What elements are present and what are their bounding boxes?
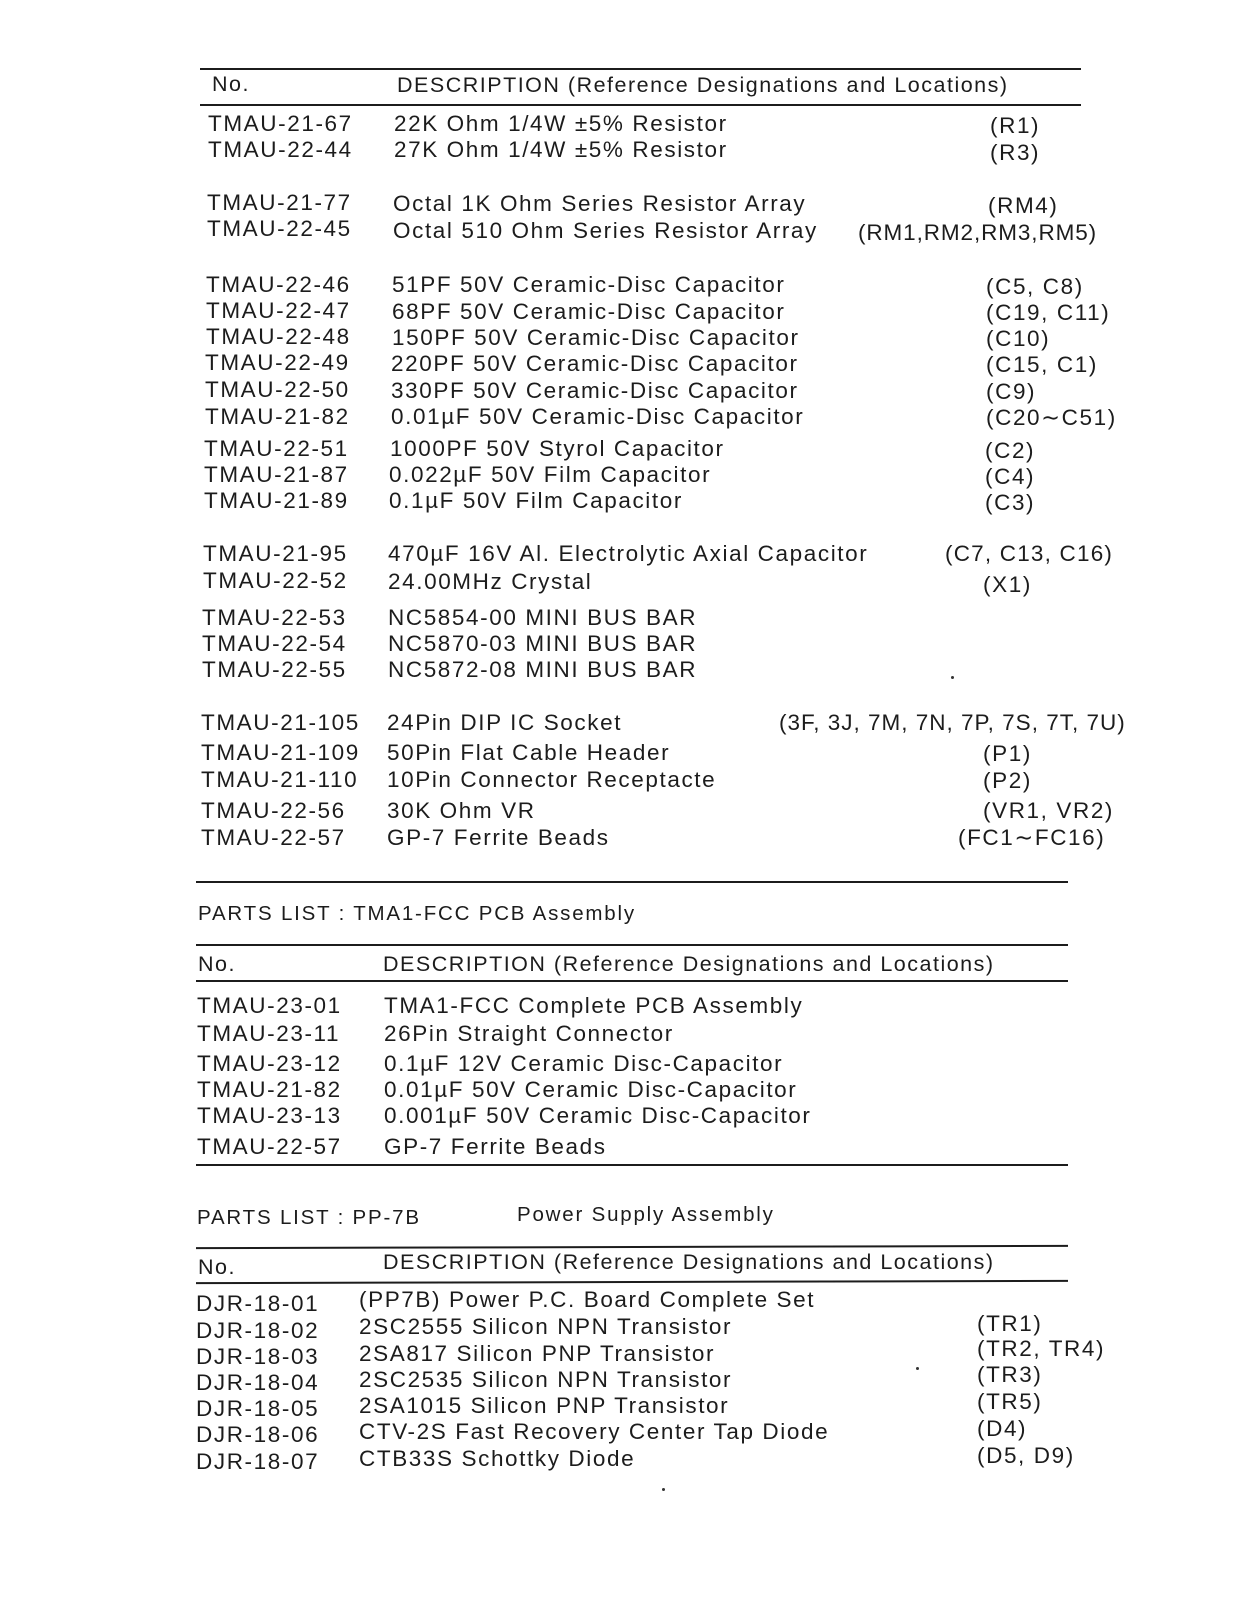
part-number: DJR-18-01 bbox=[196, 1291, 320, 1316]
scan-speck bbox=[662, 1488, 665, 1491]
part-description: NC5854-00 MINI BUS BAR bbox=[388, 605, 698, 630]
part-number: TMAU-23-01 bbox=[197, 993, 342, 1018]
part-number: DJR-18-05 bbox=[196, 1396, 320, 1421]
part-number: TMAU-22-44 bbox=[208, 137, 353, 162]
part-description: CTV-2S Fast Recovery Center Tap Diode bbox=[359, 1419, 830, 1444]
part-reference: (TR2, TR4) bbox=[977, 1336, 1106, 1361]
part-description: 2SA1015 Silicon PNP Transistor bbox=[359, 1393, 730, 1418]
part-description: 2SC2555 Silicon NPN Transistor bbox=[359, 1314, 733, 1339]
part-number: TMAU-21-105 bbox=[201, 710, 360, 735]
part-description: 27K Ohm 1/4W ±5% Resistor bbox=[394, 137, 728, 162]
part-number: TMAU-22-57 bbox=[201, 825, 346, 850]
part-description: 2SC2535 Silicon NPN Transistor bbox=[359, 1367, 733, 1392]
part-reference: (C15, C1) bbox=[986, 352, 1098, 377]
part-description: 0.01µF 50V Ceramic-Disc Capacitor bbox=[391, 404, 805, 429]
section1-header-rule bbox=[200, 104, 1081, 106]
part-description: 0.022µF 50V Film Capacitor bbox=[389, 462, 712, 487]
part-number: TMAU-22-52 bbox=[203, 568, 348, 593]
part-number: DJR-18-06 bbox=[196, 1422, 320, 1447]
part-number: TMAU-22-50 bbox=[205, 377, 350, 402]
part-description: 10Pin Connector Receptacte bbox=[387, 767, 717, 792]
part-reference: (C4) bbox=[985, 464, 1036, 489]
part-reference: (TR3) bbox=[977, 1362, 1043, 1387]
section1-bottom-rule bbox=[196, 881, 1068, 883]
part-description: 24.00MHz Crystal bbox=[388, 569, 593, 594]
part-description: 0.001µF 50V Ceramic Disc-Capacitor bbox=[384, 1103, 812, 1128]
part-number: TMAU-21-109 bbox=[201, 740, 360, 765]
part-number: TMAU-21-89 bbox=[204, 488, 349, 513]
part-number: TMAU-22-48 bbox=[206, 324, 351, 349]
part-reference: (C20∼C51) bbox=[986, 405, 1117, 430]
part-reference: (TR5) bbox=[977, 1389, 1043, 1414]
part-number: TMAU-21-87 bbox=[204, 462, 349, 487]
part-description: 0.1µF 50V Film Capacitor bbox=[389, 488, 683, 513]
part-reference: (VR1, VR2) bbox=[983, 798, 1115, 823]
part-reference: (C19, C11) bbox=[986, 300, 1111, 325]
part-number: TMAU-21-82 bbox=[205, 404, 350, 429]
part-description: 0.1µF 12V Ceramic Disc-Capacitor bbox=[384, 1051, 784, 1076]
part-description: 2SA817 Silicon PNP Transistor bbox=[359, 1341, 716, 1366]
section1-header-description: DESCRIPTION (Reference Designations and Locations) bbox=[397, 73, 1009, 97]
section3-title-suffix: Power Supply Assembly bbox=[517, 1203, 775, 1226]
part-number: DJR-18-07 bbox=[196, 1449, 320, 1474]
part-number: TMAU-22-51 bbox=[204, 436, 349, 461]
part-description: 330PF 50V Ceramic-Disc Capacitor bbox=[391, 378, 799, 403]
part-description: 150PF 50V Ceramic-Disc Capacitor bbox=[392, 325, 800, 350]
part-description: Octal 510 Ohm Series Resistor Array bbox=[393, 218, 818, 243]
section3-header-no: No. bbox=[198, 1255, 236, 1279]
scan-speck bbox=[951, 676, 954, 679]
section1-header-no: No. bbox=[212, 72, 250, 96]
section3-header-description: DESCRIPTION (Reference Designations and Locations) bbox=[383, 1250, 995, 1274]
part-description: 220PF 50V Ceramic-Disc Capacitor bbox=[391, 351, 799, 376]
part-reference: (C5, C8) bbox=[986, 274, 1084, 299]
part-reference: (C10) bbox=[986, 326, 1051, 351]
part-number: TMAU-21-67 bbox=[208, 111, 353, 136]
section1-top-rule bbox=[200, 68, 1081, 70]
part-description: 68PF 50V Ceramic-Disc Capacitor bbox=[392, 299, 786, 324]
part-reference: (TR1) bbox=[977, 1311, 1043, 1336]
section2-title: PARTS LIST : TMA1-FCC PCB Assembly bbox=[198, 902, 636, 925]
part-reference: (RM1,RM2,RM3,RM5) bbox=[858, 220, 1098, 245]
part-description: 1000PF 50V Styrol Capacitor bbox=[390, 436, 725, 461]
part-description: NC5870-03 MINI BUS BAR bbox=[388, 631, 698, 656]
part-reference: (C9) bbox=[986, 379, 1037, 404]
part-description: 30K Ohm VR bbox=[387, 798, 536, 823]
scan-speck bbox=[916, 1367, 919, 1370]
part-number: TMAU-23-11 bbox=[197, 1021, 341, 1046]
part-number: TMAU-21-82 bbox=[197, 1077, 342, 1102]
part-description: GP-7 Ferrite Beads bbox=[384, 1134, 607, 1159]
part-reference: (RM4) bbox=[988, 193, 1059, 218]
part-reference: (R3) bbox=[990, 140, 1041, 165]
part-description: 51PF 50V Ceramic-Disc Capacitor bbox=[392, 272, 786, 297]
part-reference: (D5, D9) bbox=[977, 1443, 1075, 1468]
part-number: TMAU-23-12 bbox=[197, 1051, 342, 1076]
part-description: Octal 1K Ohm Series Resistor Array bbox=[393, 191, 807, 216]
part-description: 50Pin Flat Cable Header bbox=[387, 740, 671, 765]
part-reference: (P1) bbox=[983, 741, 1032, 766]
part-reference: (3F, 3J, 7M, 7N, 7P, 7S, 7T, 7U) bbox=[779, 710, 1126, 735]
part-number: TMAU-22-49 bbox=[205, 350, 350, 375]
part-number: TMAU-22-54 bbox=[202, 631, 347, 656]
part-number: TMAU-22-56 bbox=[201, 798, 346, 823]
part-number: TMAU-23-13 bbox=[197, 1103, 342, 1128]
part-reference: (C2) bbox=[985, 438, 1036, 463]
part-number: DJR-18-04 bbox=[196, 1370, 320, 1395]
part-description: 470µF 16V Al. Electrolytic Axial Capacitor bbox=[388, 541, 869, 566]
part-description: 24Pin DIP IC Socket bbox=[387, 710, 623, 735]
section2-header-description: DESCRIPTION (Reference Designations and Locations) bbox=[383, 952, 995, 976]
part-number: TMAU-22-57 bbox=[197, 1134, 342, 1159]
section2-bottom-rule bbox=[196, 1164, 1068, 1166]
part-reference: (X1) bbox=[983, 572, 1032, 597]
part-number: TMAU-21-77 bbox=[207, 190, 352, 215]
part-description: 0.01µF 50V Ceramic Disc-Capacitor bbox=[384, 1077, 798, 1102]
part-number: TMAU-22-53 bbox=[202, 605, 347, 630]
part-description: 26Pin Straight Connector bbox=[384, 1021, 674, 1046]
part-number: TMAU-22-46 bbox=[206, 272, 351, 297]
section2-header-no: No. bbox=[198, 952, 236, 976]
part-number: TMAU-22-55 bbox=[202, 657, 347, 682]
part-description: (PP7B) Power P.C. Board Complete Set bbox=[359, 1287, 816, 1312]
part-number: DJR-18-03 bbox=[196, 1344, 320, 1369]
part-reference: (D4) bbox=[977, 1416, 1028, 1441]
section2-header-rule bbox=[196, 980, 1068, 982]
section3-header-rule bbox=[196, 1280, 1068, 1284]
part-reference: (C3) bbox=[985, 490, 1036, 515]
part-description: GP-7 Ferrite Beads bbox=[387, 825, 610, 850]
section2-top-rule bbox=[196, 944, 1068, 946]
part-reference: (C7, C13, C16) bbox=[945, 541, 1114, 566]
part-reference: (P2) bbox=[983, 768, 1032, 793]
section3-title-prefix: PARTS LIST : PP-7B bbox=[197, 1206, 421, 1229]
part-description: TMA1-FCC Complete PCB Assembly bbox=[384, 993, 804, 1018]
part-number: TMAU-22-45 bbox=[207, 216, 352, 241]
part-description: 22K Ohm 1/4W ±5% Resistor bbox=[394, 111, 728, 136]
part-number: TMAU-22-47 bbox=[206, 298, 351, 323]
part-description: CTB33S Schottky Diode bbox=[359, 1446, 636, 1471]
part-reference: (FC1∼FC16) bbox=[958, 825, 1106, 850]
part-number: TMAU-21-95 bbox=[203, 541, 348, 566]
part-number: TMAU-21-110 bbox=[201, 767, 359, 792]
part-number: DJR-18-02 bbox=[196, 1318, 320, 1343]
part-description: NC5872-08 MINI BUS BAR bbox=[388, 657, 698, 682]
part-reference: (R1) bbox=[990, 113, 1041, 138]
